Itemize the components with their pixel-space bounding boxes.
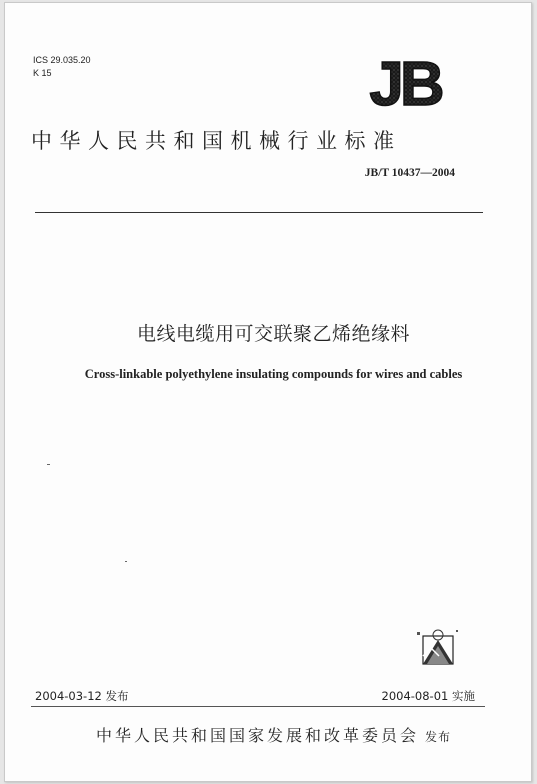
standard-number: JB/T 10437—2004 <box>364 167 455 179</box>
document-title-en: Cross-linkable polyethylene insulating compounds for wires and cables <box>84 367 463 381</box>
document-title-cn: 电线电缆用可交联聚乙烯绝缘料 <box>136 323 410 345</box>
svg-text:JB: JB <box>369 53 441 111</box>
header-divider <box>35 212 483 213</box>
issuer-suffix: 发布 <box>425 730 452 744</box>
publish-date: 2004-03-12 发布 <box>35 689 129 703</box>
ics-code: ICS 29.035.20 <box>33 55 91 65</box>
scan-speck <box>125 561 127 562</box>
standard-title: 中华人民共和国机械行业标准 <box>31 129 402 153</box>
implement-date: 2004-08-01 实施 <box>381 689 475 703</box>
jb-logo-icon <box>353 53 457 111</box>
scan-speck <box>47 464 50 465</box>
issuer-name: 中华人民共和国国家发展和改革委员会 <box>95 726 419 745</box>
issuing-authority <box>5 723 537 746</box>
footer-divider <box>31 706 485 707</box>
publisher-emblem-icon <box>413 626 463 668</box>
category-code: K 15 <box>33 68 52 78</box>
document-page <box>4 2 532 782</box>
